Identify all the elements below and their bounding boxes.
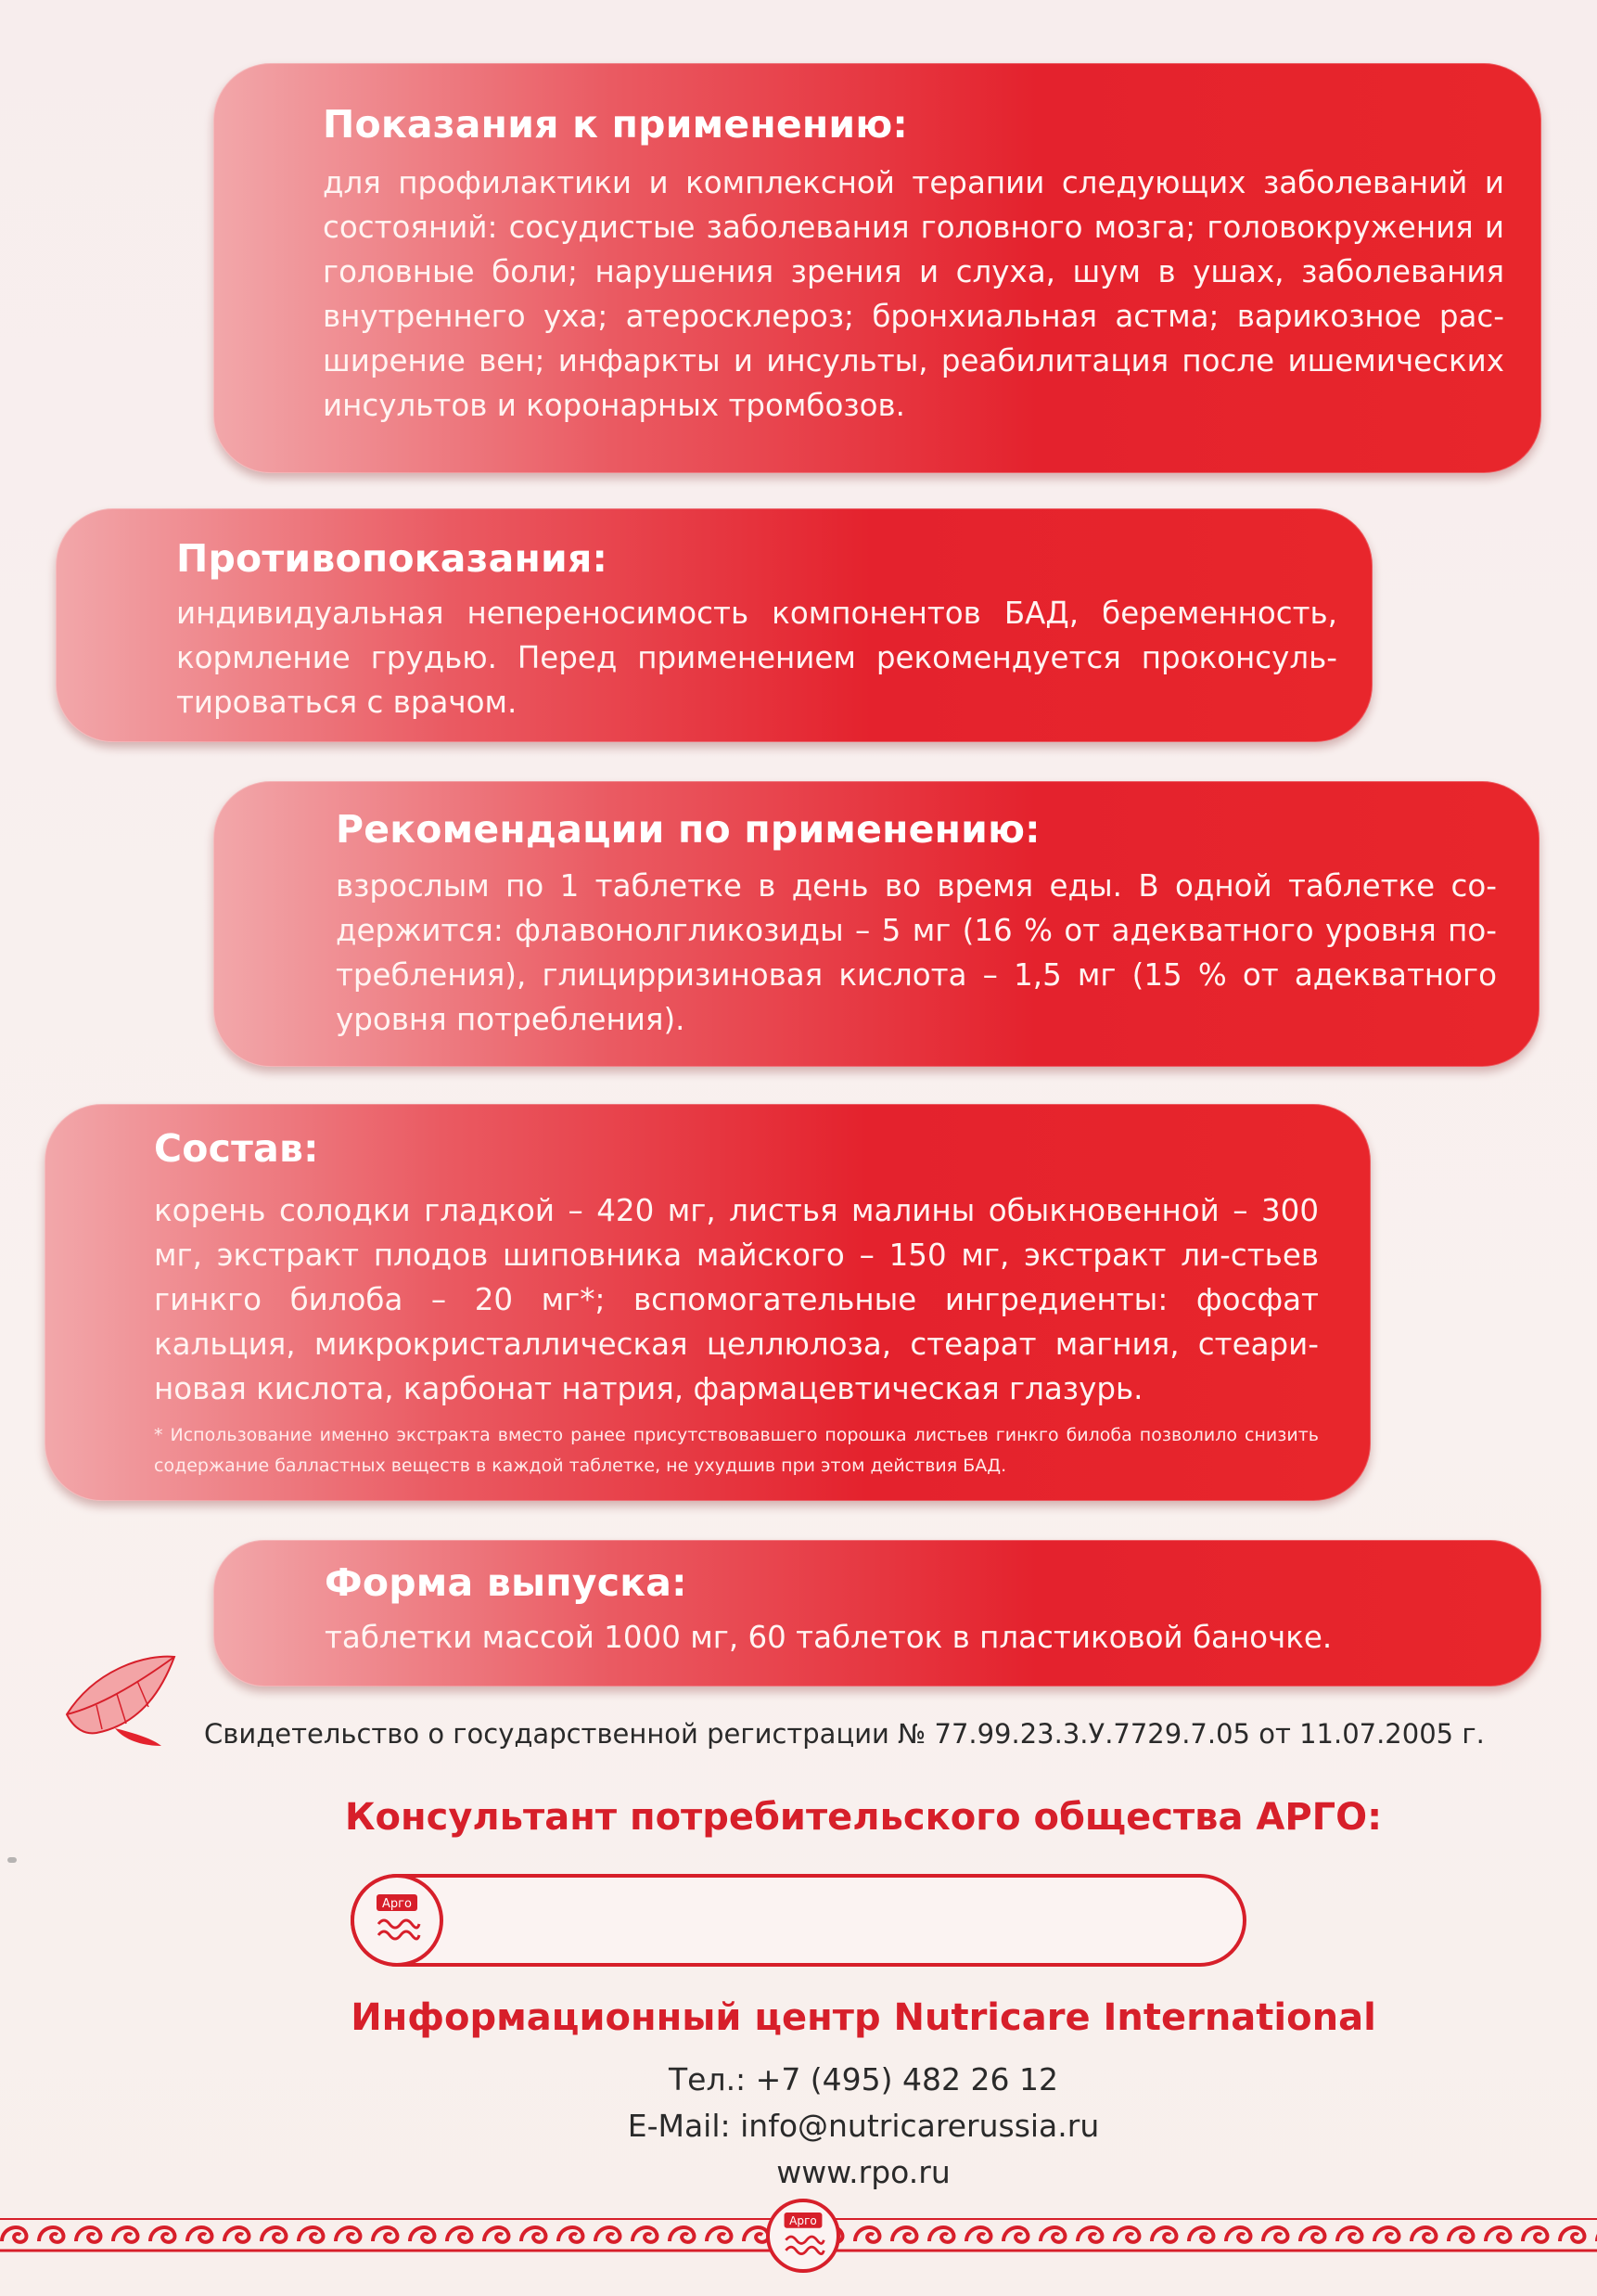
composition-title: Состав: xyxy=(154,1126,319,1171)
info-center-title: Информационный центр Nutricare International xyxy=(351,1996,1376,2039)
indications-title: Показания к применению: xyxy=(323,102,908,147)
scan-mark xyxy=(7,1857,17,1863)
composition-panel xyxy=(45,1104,1371,1501)
contraindications-panel xyxy=(56,508,1373,742)
release-form-panel xyxy=(213,1540,1541,1687)
release-form-text: таблетки массой 1000 мг, 60 таблеток в пластиковой баночке. xyxy=(325,1620,1333,1656)
consultant-title: Консультант потребительского общества АРГО: xyxy=(344,1796,1383,1839)
composition-footnote: * Использование именно экстракта вместо ранее присутствовавшего порошка листьев гинкго билоба позволило снизить содержание балластных веществ в каждой таблетке, не ухудшив при этом действия БАД. xyxy=(154,1425,1319,1477)
recommendations-title: Рекомендации по применению: xyxy=(336,807,1041,852)
email-address: E-Mail: info@nutricarerussia.ru xyxy=(627,2108,1100,2144)
leaf-icon xyxy=(59,1649,180,1751)
contraindications-title: Противопоказания: xyxy=(176,536,608,581)
registration-certificate: Свидетельство о государственной регистрации № 77.99.23.3.У.7729.7.05 от 11.07.2005 г. xyxy=(204,1718,1485,1750)
indications-panel xyxy=(213,63,1541,473)
composition-text: корень солодки гладкой – 420 мг, листья малины обыкновенной – 300 мг, экстракт плодов шиповника майского – 150 мг, экстракт ли-стьев гинкго билоба – 20 мг*; вспомогательные ингредиенты: фосфат кальция, микрокристаллическая целлюлоза, стеарат магния, стеари-новая кислота, карбонат натрия, фармацевтическая глазурь. xyxy=(154,1193,1319,1407)
indications-text: для профилактики и комплексной терапии следующих заболеваний и состояний: сосудистые заболевания головного мозга; головокружения и головные боли; нарушения зрения и слуха, шум в ушах, заболевания внутреннего уха; атеросклероз; бронхиальная астма; варикозное рас-ширение вен; инфаркты и инсульты, реабилитация после ишемических инсультов и коронарных тромбозов. xyxy=(323,165,1504,424)
argo-logo-badge xyxy=(351,1874,443,1967)
contraindications-text: индивидуальная непереносимость компонентов БАД, беременность, кормление грудью. Перед применением рекомендуется проконсуль-тироваться с врачом. xyxy=(176,596,1337,721)
phone-number: Тел.: +7 (495) 482 26 12 xyxy=(669,2061,1058,2097)
recommendations-text: взрослым по 1 таблетке в день во время еды. В одной таблетке со-держится: флавонолгликозиды – 5 мг (16 % от адекватного уровня по-требления), глицирризиновая кислота – 1,5 мг (15 % от адекватного уровня потребления). xyxy=(336,868,1497,1038)
bottom-argo-logo-icon xyxy=(779,2210,827,2264)
release-form-title: Форма выпуска: xyxy=(325,1560,687,1605)
consultant-field xyxy=(351,1874,1246,1967)
bottom-argo-logo xyxy=(766,2199,840,2273)
website-link[interactable]: www.rpo.ru xyxy=(776,2154,951,2190)
bottom-logo-text: Арго xyxy=(789,2214,817,2227)
recommendations-panel xyxy=(213,781,1540,1067)
argo-logo-text: Арго xyxy=(382,1897,412,1911)
argo-logo-icon xyxy=(371,1892,423,1948)
